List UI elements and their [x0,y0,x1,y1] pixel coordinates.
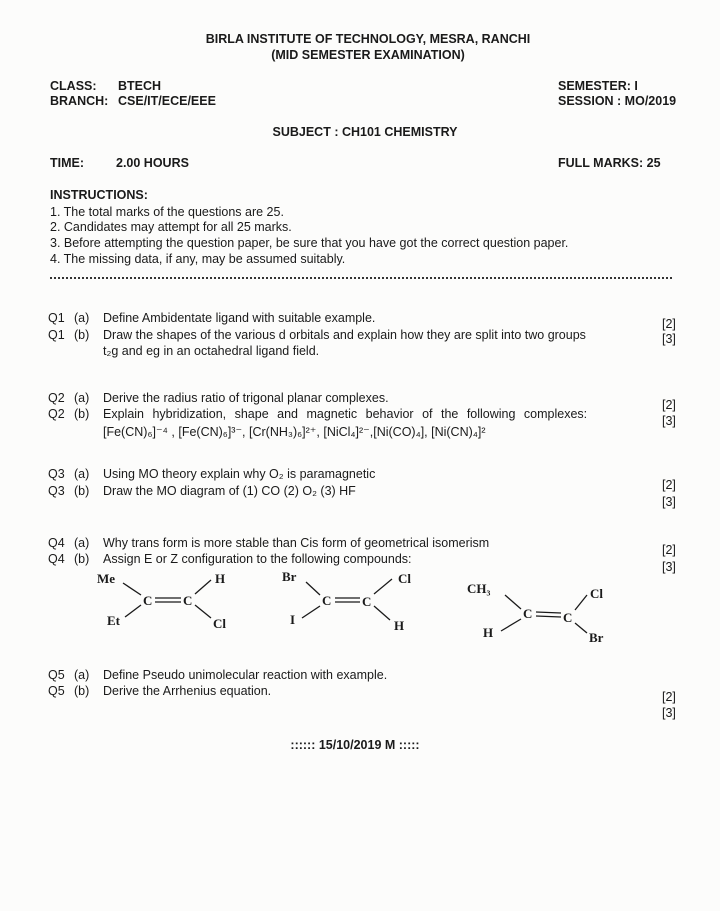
part-label: (a) [74,391,90,405]
bond [125,605,141,617]
time-label: TIME: [50,156,85,170]
question-text: Why trans form is more stable than Cis form of geometrical isomerism [103,536,490,550]
question-number: Q4 [48,536,65,550]
bond [302,606,320,618]
semester: SEMESTER: I [558,79,638,93]
bond [195,605,211,618]
class-value: BTECH [118,79,162,93]
question-text: Explain hybridization, shape and magnetic behavior of the following complexes: [103,407,588,421]
part-label: (a) [74,536,90,550]
instruction-item: 4. The missing data, if any, may be assumed suitably. [50,252,346,266]
marks: [3] [662,560,676,574]
bond [501,619,521,631]
atom: Br [589,630,604,645]
question-text: Assign E or Z configuration to the following compounds: [103,552,412,566]
question-number: Q2 [48,407,65,421]
subject: SUBJECT : CH101 CHEMISTRY [272,125,458,139]
atom: Et [107,613,120,628]
bond [306,582,320,595]
question-number: Q1 [48,311,65,325]
atom: C [143,593,153,608]
marks: [3] [662,332,676,346]
bond [505,595,521,609]
branch-value: CSE/IT/ECE/EEE [118,94,216,108]
marks: [2] [662,543,676,557]
marks: [2] [662,398,676,412]
instruction-item: 2. Candidates may attempt for all 25 marks. [50,220,292,234]
atom: C [183,593,193,608]
atom: Br [282,569,297,584]
bond [195,580,211,594]
full-marks: FULL MARKS: 25 [558,156,661,170]
question-text-cont: t₂g and eg in an octahedral ligand field. [103,344,320,358]
question-text: Draw the MO diagram of (1) CO (2) O₂ (3) HF [103,484,356,498]
divider [50,277,672,279]
part-label: (b) [74,484,90,498]
question-text: Using MO theory explain why O₂ is paramagnetic [103,467,376,481]
atom: C [362,594,372,609]
class-label: CLASS: [50,79,97,93]
question-text: Define Ambidentate ligand with suitable example. [103,311,376,325]
question-number: Q5 [48,668,65,682]
atom: Cl [398,571,411,586]
part-label: (a) [74,311,90,325]
question-number: Q1 [48,328,65,342]
bond [123,583,141,595]
marks: [2] [662,690,676,704]
atom: H [394,618,405,633]
atom: C [563,610,573,625]
instructions-title: INSTRUCTIONS: [50,188,148,202]
double-bond [536,616,561,617]
bond [575,623,587,633]
question-text: Draw the shapes of the various d orbitals and explain how they are split into two groups [103,328,586,342]
time-value: 2.00 HOURS [116,156,189,170]
part-label: (b) [74,407,90,421]
structure-2 [280,566,430,638]
part-label: (a) [74,668,90,682]
atom: H [215,571,226,586]
atom: Cl [213,616,226,631]
part-label: (b) [74,328,90,342]
session: SESSION : MO/2019 [558,94,677,108]
structure-1 [95,568,245,638]
question-text: Derive the Arrhenius equation. [103,684,272,698]
question-number: Q4 [48,552,65,566]
question-number: Q3 [48,484,65,498]
marks: [3] [662,495,676,509]
question-number: Q5 [48,684,65,698]
question-text: Define Pseudo unimolecular reaction with example. [103,668,388,682]
bond [575,595,587,610]
atom: Me [97,571,116,586]
question-text: Derive the radius ratio of trigonal planar complexes. [103,391,389,405]
structure-3 [465,575,625,650]
question-number: Q2 [48,391,65,405]
exam-type: (MID SEMESTER EXAMINATION) [271,48,465,62]
marks: [3] [662,414,676,428]
part-label: (a) [74,467,90,481]
double-bond [536,612,561,613]
part-label: (b) [74,552,90,566]
atom: CH₃ [467,581,491,596]
bond [374,606,390,620]
instruction-item: 3. Before attempting the question paper, be sure that you have got the correct question paper. [50,236,569,250]
footer-date: :::::: 15/10/2019 M ::::: [290,738,420,752]
bond [374,579,392,594]
marks: [2] [662,317,676,331]
institute-name: BIRLA INSTITUTE OF TECHNOLOGY, MESRA, RANCHI [205,32,531,46]
question-number: Q3 [48,467,65,481]
atom: H [483,625,494,640]
marks: [3] [662,706,676,720]
atom: Cl [590,586,603,601]
atom: I [290,612,296,627]
atom: C [523,606,533,621]
instruction-item: 1. The total marks of the questions are 25. [50,205,284,219]
atom: C [322,593,332,608]
branch-label: BRANCH: [50,94,109,108]
part-label: (b) [74,684,90,698]
complex-list: [Fe(CN)₆]⁻⁴ , [Fe(CN)₆]³⁻, [Cr(NH₃)₆]²⁺, [NiCl₄]²⁻,[Ni(CO)₄], [Ni(CN)₄]² [103,425,486,439]
marks: [2] [662,478,676,492]
